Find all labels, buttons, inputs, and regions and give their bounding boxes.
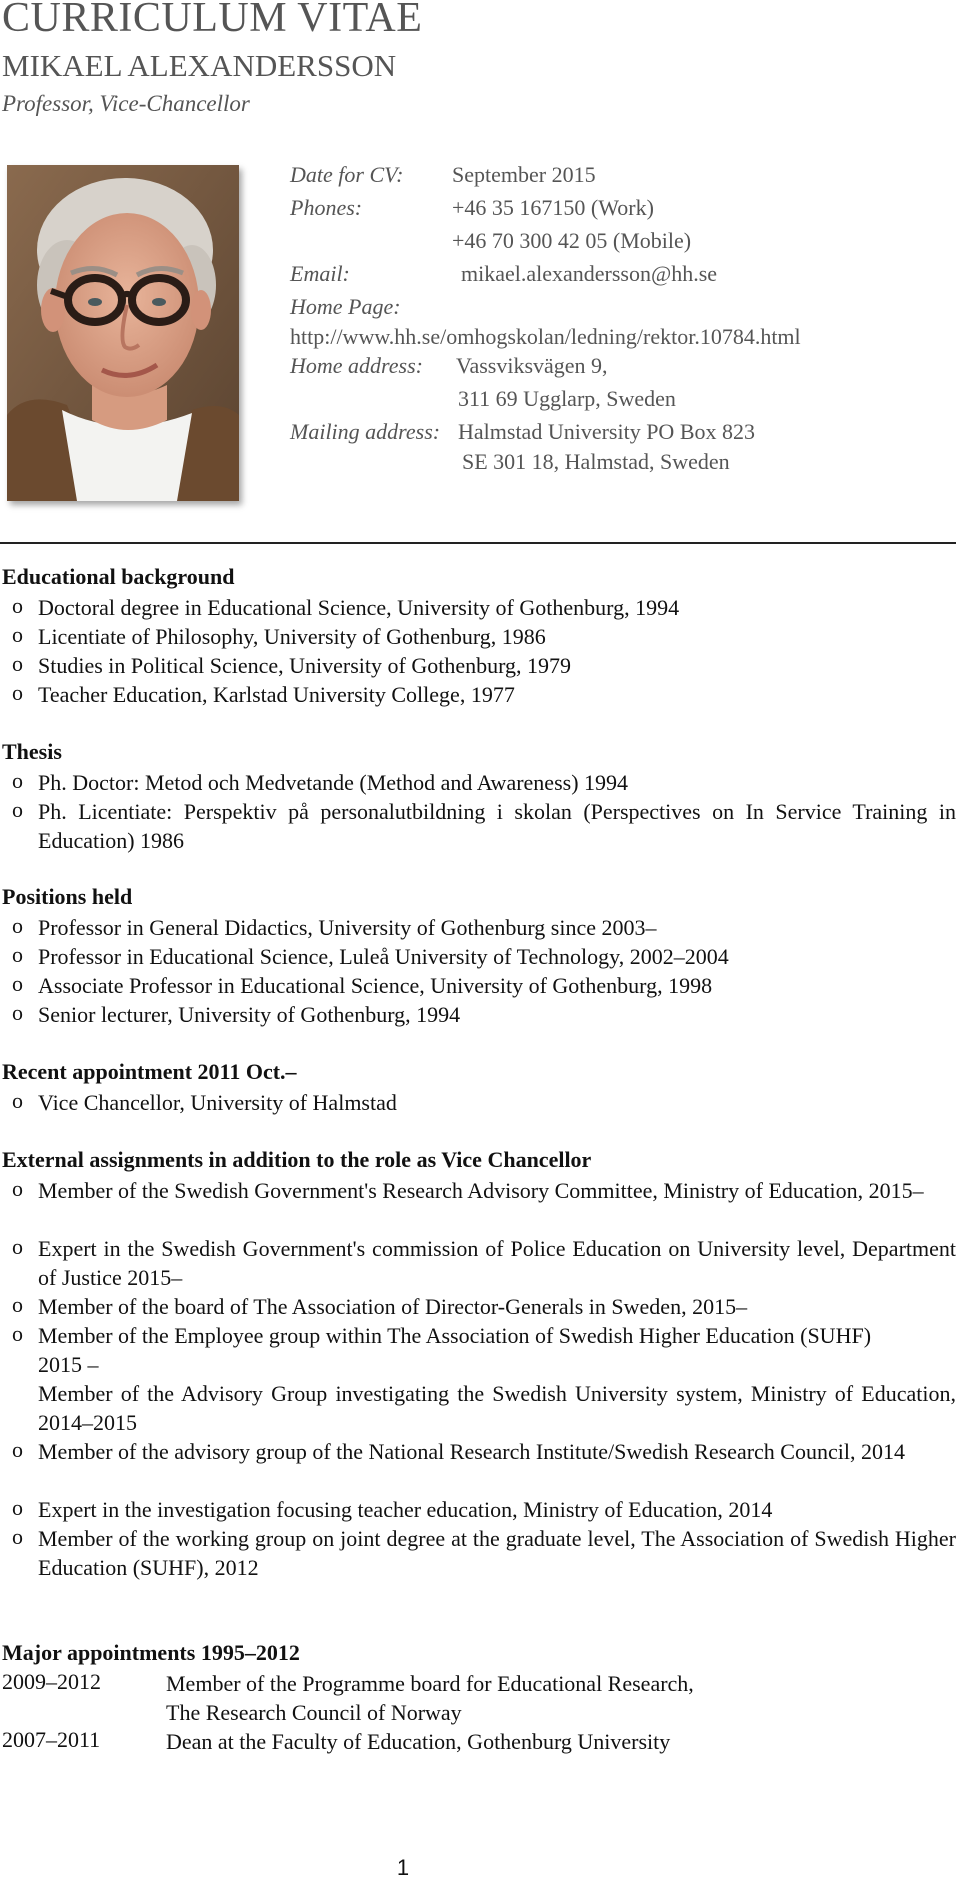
bullet: o bbox=[12, 1524, 23, 1549]
list-item: Expert in the investigation focusing teacher education, Ministry of Education, 2014 bbox=[38, 1497, 773, 1522]
list-item: Member of the working group on joint degree at the graduate level, The Association of Swedish Higher Education (SUHF), 2012 bbox=[38, 1526, 956, 1580]
bullet: o bbox=[12, 1292, 23, 1317]
mailing-address-line1: Halmstad University PO Box 823 bbox=[458, 419, 755, 444]
list-item: Doctoral degree in Educational Science, University of Gothenburg, 1994 bbox=[38, 595, 680, 620]
cv-title: CURRICULUM VITAE bbox=[2, 0, 423, 41]
bullet: o bbox=[12, 1234, 23, 1259]
appointment-description: Member of the Programme board for Educational Research, bbox=[166, 1671, 694, 1696]
bullet: o bbox=[12, 651, 23, 676]
mailing-address-label: Mailing address: bbox=[290, 419, 441, 444]
bullet: o bbox=[12, 1088, 23, 1113]
bullet: o bbox=[12, 622, 23, 647]
bullet: o bbox=[12, 768, 23, 793]
email-link[interactable]: mikael.alexandersson@hh.se bbox=[461, 261, 718, 286]
page-number: 1 bbox=[396, 1855, 410, 1880]
bullet: o bbox=[12, 593, 23, 618]
appointment-description: Dean at the Faculty of Education, Gothenburg University bbox=[166, 1729, 671, 1754]
email-label: Email: bbox=[290, 261, 350, 286]
bullet: o bbox=[12, 971, 23, 996]
appointment-description-cont: The Research Council of Norway bbox=[166, 1700, 462, 1725]
list-item: Member of the Swedish Government's Research Advisory Committee, Ministry of Education, 2015– bbox=[38, 1178, 924, 1203]
list-item: Ph. Licentiate: Perspektiv på personalutbildning i skolan (Perspectives on In Service Training in Education) 1986 bbox=[38, 799, 956, 853]
bullet: o bbox=[12, 1495, 23, 1520]
list-item: Senior lecturer, University of Gothenburg, 1994 bbox=[38, 1002, 461, 1027]
date-label: Date for CV: bbox=[290, 162, 404, 187]
person-role: Professor, Vice-Chancellor bbox=[2, 91, 250, 116]
phone-work: +46 35 167150 (Work) bbox=[452, 195, 654, 220]
bullet: o bbox=[12, 1321, 23, 1346]
home-address-line2: 311 69 Ugglarp, Sweden bbox=[458, 386, 676, 411]
appointment-years: 2007–2011 bbox=[2, 1727, 101, 1752]
section-divider bbox=[0, 542, 956, 544]
bullet: o bbox=[12, 942, 23, 967]
list-item: Member of the Advisory Group investigating the Swedish University system, Ministry of Education, 2014–2015 bbox=[38, 1381, 956, 1435]
date-value: September 2015 bbox=[452, 162, 596, 187]
phones-label: Phones: bbox=[290, 195, 363, 220]
education-heading: Educational background bbox=[2, 564, 235, 589]
list-item: Associate Professor in Educational Science, University of Gothenburg, 1998 bbox=[38, 973, 713, 998]
bullet: o bbox=[12, 1437, 23, 1462]
recent-heading: Recent appointment 2011 Oct.– bbox=[2, 1059, 297, 1084]
list-item: Professor in General Didactics, University of Gothenburg since 2003– bbox=[38, 915, 657, 940]
homepage-label: Home Page: bbox=[290, 294, 401, 319]
bullet: o bbox=[12, 913, 23, 938]
list-item: Professor in Educational Science, Luleå University of Technology, 2002–2004 bbox=[38, 944, 729, 969]
home-address-line1: Vassviksvägen 9, bbox=[456, 353, 608, 378]
person-name: MIKAEL ALEXANDERSSON bbox=[2, 48, 397, 83]
list-item: Expert in the Swedish Government's commission of Police Education on University level, Department of Justice 2015– bbox=[38, 1236, 956, 1290]
major-heading: Major appointments 1995–2012 bbox=[2, 1640, 300, 1665]
bullet: o bbox=[12, 797, 23, 822]
bullet: o bbox=[12, 1000, 23, 1025]
list-item: Teacher Education, Karlstad University College, 1977 bbox=[38, 682, 515, 707]
home-address-label: Home address: bbox=[290, 353, 423, 378]
list-item: Member of the board of The Association of Director-Generals in Sweden, 2015– bbox=[38, 1294, 748, 1319]
thesis-heading: Thesis bbox=[2, 739, 62, 764]
list-item: Licentiate of Philosophy, University of Gothenburg, 1986 bbox=[38, 624, 546, 649]
mailing-address-line2: SE 301 18, Halmstad, Sweden bbox=[462, 449, 730, 474]
phone-mobile: +46 70 300 42 05 (Mobile) bbox=[452, 228, 692, 253]
homepage-link[interactable]: http://www.hh.se/omhogskolan/ledning/rektor.10784.html bbox=[290, 324, 801, 349]
positions-heading: Positions held bbox=[2, 884, 133, 909]
bullet: o bbox=[12, 1176, 23, 1201]
list-item: Ph. Doctor: Metod och Medvetande (Method and Awareness) 1994 bbox=[38, 770, 629, 795]
list-item: Member of the Employee group within The Association of Swedish Higher Education (SUHF) 2015 – bbox=[38, 1323, 872, 1377]
list-item: Member of the advisory group of the National Research Institute/Swedish Research Council, 2014 bbox=[38, 1439, 905, 1464]
external-heading: External assignments in addition to the role as Vice Chancellor bbox=[2, 1147, 592, 1172]
appointment-years: 2009–2012 bbox=[2, 1669, 101, 1694]
bullet: o bbox=[12, 680, 23, 705]
list-item: Vice Chancellor, University of Halmstad bbox=[38, 1090, 397, 1115]
list-item: Studies in Political Science, University of Gothenburg, 1979 bbox=[38, 653, 572, 678]
portrait-photo bbox=[7, 165, 239, 501]
